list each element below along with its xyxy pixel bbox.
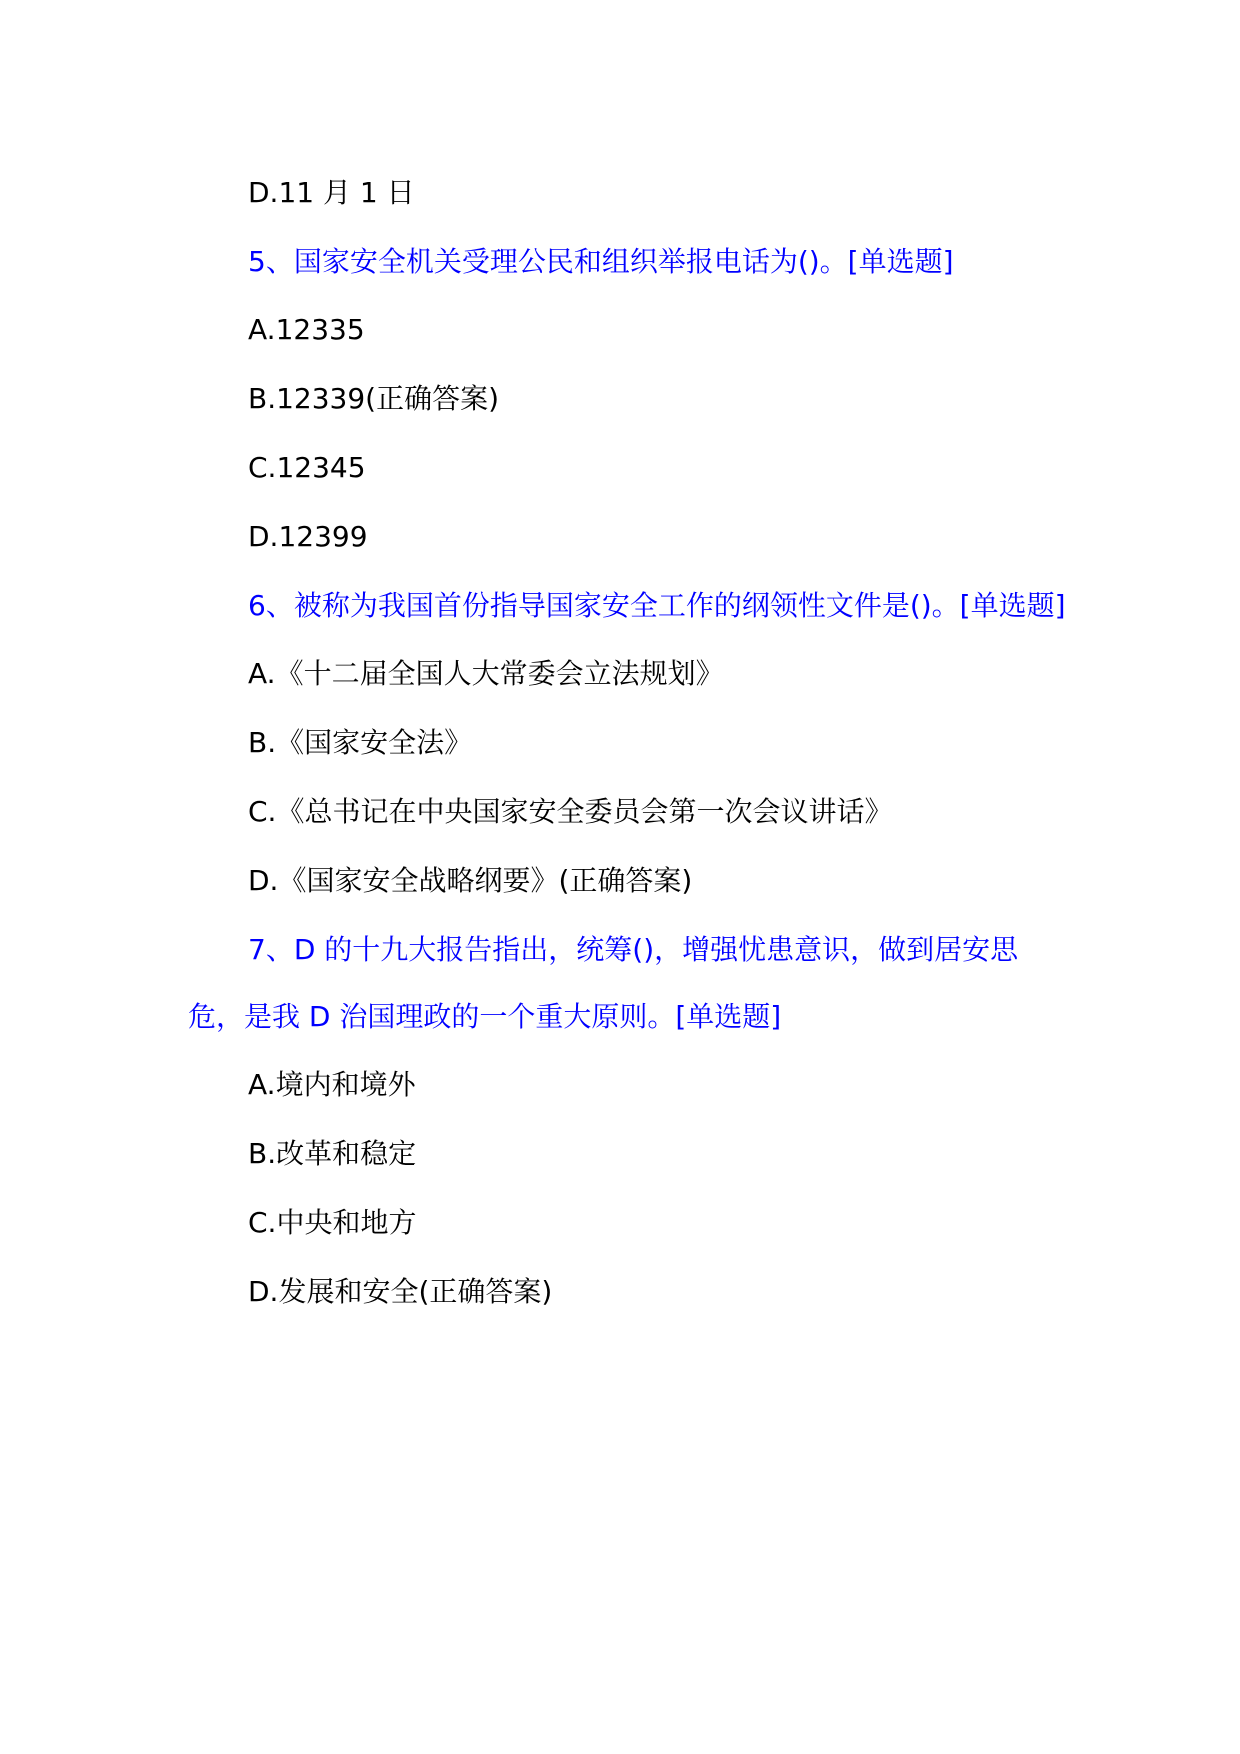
question-6-option-c: C.《总书记在中央国家安全委员会第一次会议讲话》 — [248, 795, 893, 828]
question-6-option-a: A.《十二届全国人大常委会立法规划》 — [248, 657, 724, 690]
question-6-option-b: B.《国家安全法》 — [248, 726, 473, 759]
option-d-prev-question: D.11 月 1 日 — [248, 176, 415, 209]
question-5-option-a: A.12335 — [248, 313, 365, 346]
question-7-option-b: B.改革和稳定 — [248, 1137, 417, 1170]
question-5-option-b: B.12339(正确答案) — [248, 382, 500, 415]
question-5-option-d: D.12399 — [248, 520, 368, 553]
question-6: 6、被称为我国首份指导国家安全工作的纲领性文件是()。[单选题] — [248, 589, 1066, 622]
question-7-option-a: A.境内和境外 — [248, 1068, 416, 1101]
question-7: 7、D 的十九大报告指出，统筹()，增强忧患意识，做到居安思危，是我 D 治国理政的一个重大原则。[单选题] — [188, 933, 1019, 1033]
question-7-option-d: D.发展和安全(正确答案) — [248, 1275, 553, 1308]
question-7-option-c: C.中央和地方 — [248, 1206, 417, 1239]
question-6-option-d: D.《国家安全战略纲要》(正确答案) — [248, 864, 693, 897]
document-body — [188, 176, 1068, 1344]
question-5: 5、国家安全机关受理公民和组织举报电话为()。[单选题] — [248, 245, 954, 278]
question-5-option-c: C.12345 — [248, 451, 366, 484]
